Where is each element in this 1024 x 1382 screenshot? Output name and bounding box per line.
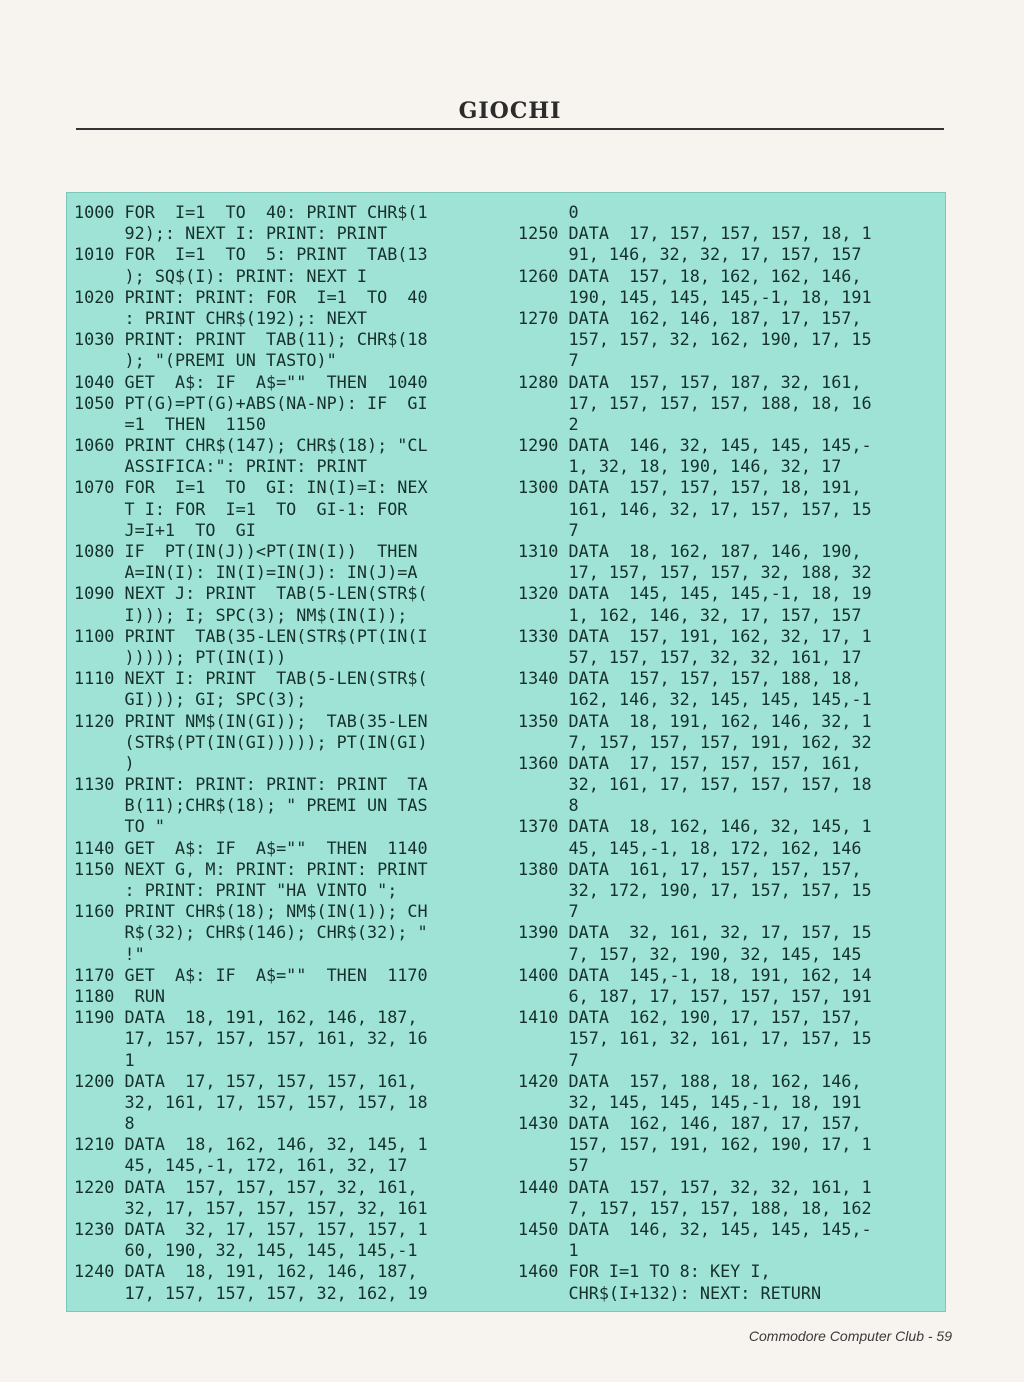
code-line: 7, 157, 157, 157, 191, 162, 32	[518, 731, 872, 752]
code-line: 60, 190, 32, 145, 145, 145,-1	[74, 1240, 418, 1261]
code-line: 1040 GET A$: IF A$="" THEN 1040	[74, 371, 428, 392]
code-line: 1	[74, 1049, 135, 1070]
code-line: 32, 145, 145, 145,-1, 18, 191	[518, 1091, 862, 1112]
code-line: J=I+1 TO GI	[74, 519, 256, 540]
code-line: (STR$(PT(IN(GI))))); PT(IN(GI)	[74, 731, 428, 752]
code-line: 1180 RUN	[74, 985, 165, 1006]
code-line: 1230 DATA 32, 17, 157, 157, 157, 1	[74, 1219, 428, 1239]
code-line: 1100 PRINT TAB(35-LEN(STR$(PT(IN(I	[74, 625, 428, 646]
code-line: 1070 FOR I=1 TO GI: IN(I)=I: NEX	[74, 477, 428, 498]
code-line: TO "	[74, 816, 165, 837]
code-line: 1370 DATA 18, 162, 146, 32, 145, 1	[518, 816, 872, 837]
code-line: 17, 157, 157, 157, 161, 32, 16	[74, 1028, 428, 1049]
code-line: 1140 GET A$: IF A$="" THEN 1140	[74, 837, 428, 858]
code-line: 1210 DATA 18, 162, 146, 32, 145, 1	[74, 1134, 428, 1155]
code-line: 32, 161, 17, 157, 157, 157, 18	[74, 1091, 428, 1112]
code-line: 1330 DATA 157, 191, 162, 32, 17, 1	[518, 625, 872, 646]
code-line: GI))); GI; SPC(3);	[74, 689, 307, 710]
code-line: 157, 161, 32, 161, 17, 157, 15	[518, 1028, 872, 1049]
section-title: GIOCHI	[458, 98, 562, 124]
code-line: 1030 PRINT: PRINT TAB(11); CHR$(18	[74, 329, 428, 350]
code-line: ))))); PT(IN(I))	[74, 646, 287, 667]
code-line: 7	[518, 519, 579, 540]
code-line: 190, 145, 145, 145,-1, 18, 191	[518, 286, 872, 307]
code-line: 1060 PRINT CHR$(147); CHR$(18); "CL	[74, 435, 428, 456]
code-line: 1010 FOR I=1 TO 5: PRINT TAB(13	[74, 244, 428, 265]
code-line: T I: FOR I=1 TO GI-1: FOR	[74, 498, 408, 519]
code-line: 1310 DATA 18, 162, 187, 146, 190,	[518, 541, 862, 561]
page-footer-caption: Commodore Computer Club - 59	[748, 1328, 952, 1344]
code-line: 1200 DATA 17, 157, 157, 157, 161,	[74, 1070, 418, 1091]
code-line: 1450 DATA 146, 32, 145, 145, 145,-	[518, 1219, 872, 1239]
code-line: 7, 157, 32, 190, 32, 145, 145	[518, 943, 862, 964]
code-line: 17, 157, 157, 157, 32, 188, 32	[518, 562, 872, 583]
code-line: ); "(PREMI UN TASTO)"	[74, 350, 337, 371]
code-line: 92);: NEXT I: PRINT: PRINT	[74, 223, 388, 244]
code-line: 161, 146, 32, 17, 157, 157, 15	[518, 498, 872, 519]
code-line: 1120 PRINT NM$(IN(GI)); TAB(35-LEN	[74, 710, 428, 731]
code-line: 162, 146, 32, 145, 145, 145,-1	[518, 689, 872, 710]
code-line: 1240 DATA 18, 191, 162, 146, 187,	[74, 1261, 418, 1282]
code-line: 1290 DATA 146, 32, 145, 145, 145,-	[518, 435, 872, 456]
code-line: 1420 DATA 157, 188, 18, 162, 146,	[518, 1070, 862, 1091]
code-line: 1130 PRINT: PRINT: PRINT: PRINT TA	[74, 774, 428, 795]
code-line: 1460 FOR I=1 TO 8: KEY I,	[518, 1261, 771, 1282]
code-line: R$(32); CHR$(146); CHR$(32); "	[74, 922, 428, 943]
code-line: 8	[74, 1113, 135, 1134]
code-line: 1090 NEXT J: PRINT TAB(5-LEN(STR$(	[74, 583, 428, 604]
code-line: 45, 145,-1, 18, 172, 162, 146	[518, 837, 862, 858]
code-line: 1000 FOR I=1 TO 40: PRINT CHR$(1	[74, 202, 428, 222]
code-line: 1250 DATA 17, 157, 157, 157, 18, 1	[518, 223, 872, 244]
code-line: : PRINT: PRINT "HA VINTO ";	[74, 880, 398, 900]
code-line: 32, 161, 17, 157, 157, 157, 18	[518, 774, 872, 795]
code-line: 7	[518, 1049, 579, 1070]
code-line: 1220 DATA 157, 157, 157, 32, 161,	[74, 1176, 418, 1197]
code-line: 2	[518, 413, 579, 434]
code-line: 1	[518, 1240, 579, 1261]
code-line: 17, 157, 157, 157, 188, 18, 16	[518, 392, 872, 413]
code-line: 1340 DATA 157, 157, 157, 188, 18,	[518, 668, 862, 689]
code-line: : PRINT CHR$(192);: NEXT	[74, 307, 367, 328]
code-line: 1320 DATA 145, 145, 145,-1, 18, 19	[518, 583, 872, 604]
code-line: 157, 157, 191, 162, 190, 17, 1	[518, 1134, 872, 1155]
code-line: 1, 32, 18, 190, 146, 32, 17	[518, 456, 842, 477]
code-column-left	[74, 202, 514, 1304]
code-line: 8	[518, 795, 579, 816]
code-line: 1280 DATA 157, 157, 187, 32, 161,	[518, 371, 862, 392]
code-line: )	[74, 752, 135, 773]
code-line: I))); I; SPC(3); NM$(IN(I));	[74, 604, 408, 625]
code-column-right	[518, 202, 942, 1304]
code-line: 32, 172, 190, 17, 157, 157, 15	[518, 880, 872, 900]
code-line: B(11);CHR$(18); " PREMI UN TAS	[74, 795, 428, 816]
code-line: A=IN(I): IN(I)=IN(J): IN(J)=A	[74, 562, 418, 583]
code-line: 1160 PRINT CHR$(18); NM$(IN(1)); CH	[74, 901, 428, 922]
code-line: 91, 146, 32, 32, 17, 157, 157	[518, 244, 862, 265]
code-line: 57, 157, 157, 32, 32, 161, 17	[518, 646, 862, 667]
code-line: 1020 PRINT: PRINT: FOR I=1 TO 40	[74, 286, 428, 307]
code-line: 1440 DATA 157, 157, 32, 32, 161, 1	[518, 1176, 872, 1197]
code-line: 1050 PT(G)=PT(G)+ABS(NA-NP): IF GI	[74, 392, 428, 413]
code-line: 1270 DATA 162, 146, 187, 17, 157,	[518, 307, 862, 328]
code-line: 1380 DATA 161, 17, 157, 157, 157,	[518, 858, 862, 879]
code-line: 1190 DATA 18, 191, 162, 146, 187,	[74, 1007, 418, 1028]
page-header	[76, 96, 944, 130]
code-line: 0	[518, 202, 579, 222]
code-line: 1260 DATA 157, 18, 162, 162, 146,	[518, 265, 862, 286]
code-line: ); SQ$(I): PRINT: NEXT I	[74, 265, 367, 286]
code-line: 6, 187, 17, 157, 157, 157, 191	[518, 985, 872, 1006]
code-line: 1390 DATA 32, 161, 32, 17, 157, 15	[518, 922, 872, 943]
code-line: 32, 17, 157, 157, 157, 32, 161	[74, 1197, 428, 1218]
code-line: CHR$(I+132): NEXT: RETURN	[518, 1282, 822, 1303]
code-line: 45, 145,-1, 172, 161, 32, 17	[74, 1155, 408, 1176]
code-line: 57	[518, 1155, 589, 1176]
code-line: 1410 DATA 162, 190, 17, 157, 157,	[518, 1007, 862, 1028]
code-line: 1360 DATA 17, 157, 157, 157, 161,	[518, 752, 862, 773]
code-line: !"	[74, 943, 145, 964]
code-line: 1430 DATA 162, 146, 187, 17, 157,	[518, 1113, 862, 1134]
code-line: 1110 NEXT I: PRINT TAB(5-LEN(STR$(	[74, 668, 428, 689]
code-line: 1400 DATA 145,-1, 18, 191, 162, 14	[518, 964, 872, 985]
code-line: =1 THEN 1150	[74, 413, 266, 434]
code-line: 157, 157, 32, 162, 190, 17, 15	[518, 329, 872, 350]
code-line: ASSIFICA:": PRINT: PRINT	[74, 456, 367, 477]
code-line: 1170 GET A$: IF A$="" THEN 1170	[74, 964, 428, 985]
code-line: 1300 DATA 157, 157, 157, 18, 191,	[518, 477, 862, 498]
code-line: 1080 IF PT(IN(J))<PT(IN(I)) THEN	[74, 541, 418, 561]
code-line: 7	[518, 901, 579, 922]
code-line: 7, 157, 157, 157, 188, 18, 162	[518, 1197, 872, 1218]
code-listing-panel	[66, 192, 946, 1312]
code-line: 7	[518, 350, 579, 371]
code-line: 17, 157, 157, 157, 32, 162, 19	[74, 1282, 428, 1303]
code-line: 1350 DATA 18, 191, 162, 146, 32, 1	[518, 710, 872, 731]
code-line: 1, 162, 146, 32, 17, 157, 157	[518, 604, 862, 625]
code-line: 1150 NEXT G, M: PRINT: PRINT: PRINT	[74, 858, 428, 879]
